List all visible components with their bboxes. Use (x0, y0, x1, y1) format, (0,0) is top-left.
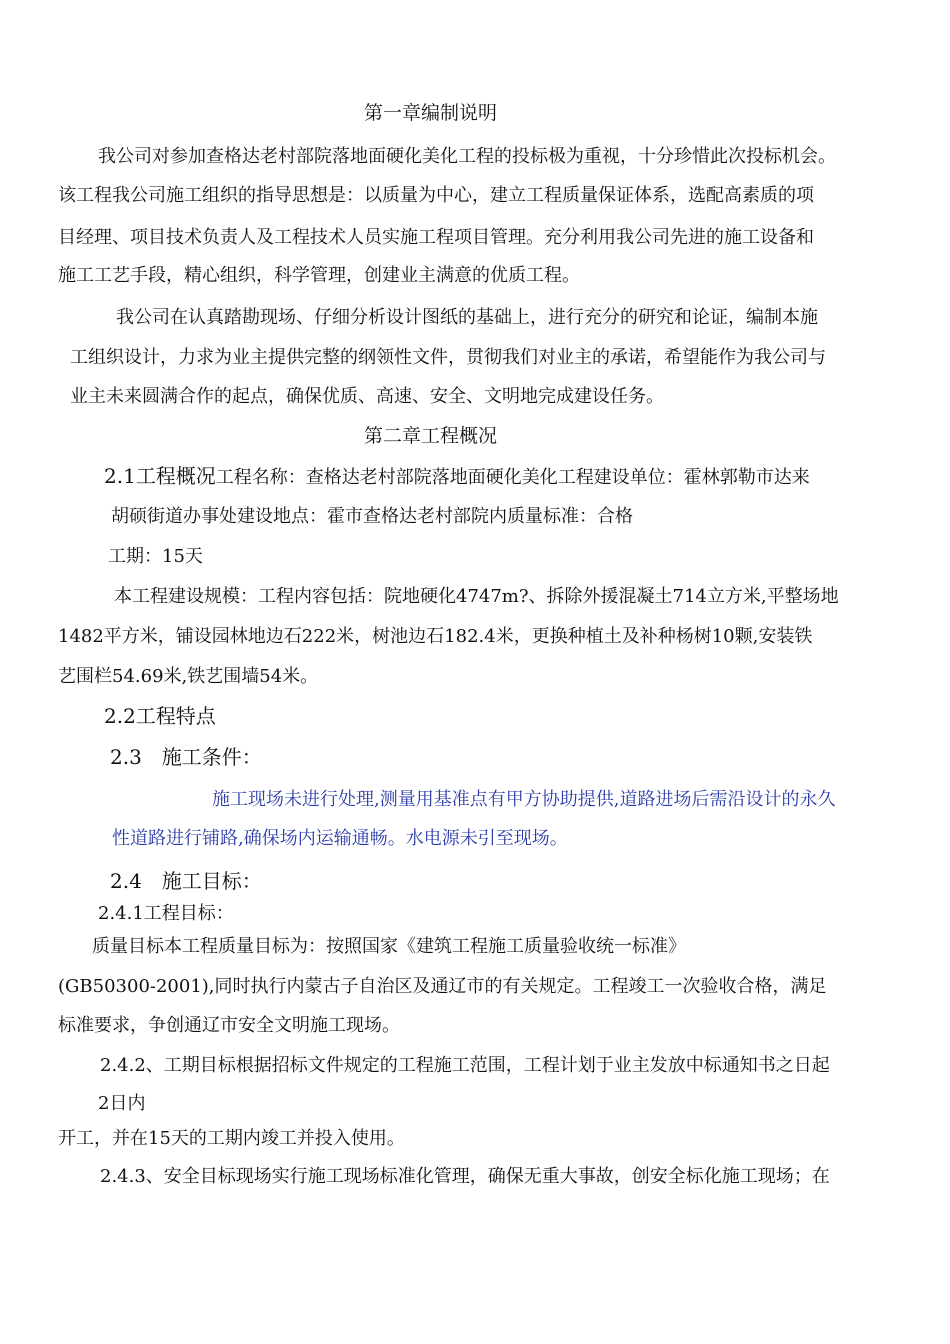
chapter-1-title: 第一章编制说明 (364, 102, 498, 124)
paragraph-line: 施工工艺手段，精心组织，科学管理，创建业主满意的优质工程。 (58, 265, 580, 286)
conditions-line: 性道路进行铺路,确保场内运输通畅。水电源未引至现场。 (112, 828, 568, 849)
construction-period: 工期：15天 (108, 546, 203, 567)
paragraph-line: 质量目标本工程质量目标为：按照国家《建筑工程施工质量验收统一标准》 (92, 936, 686, 957)
paragraph-line: 该工程我公司施工组织的指导思想是：以质量为中心，建立工程质量保证体系，选配高素质的项 (58, 185, 814, 206)
paragraph-line: 艺围栏54.69米,铁艺围墙54米。 (58, 666, 319, 687)
section-2-1-line (104, 464, 810, 490)
paragraph-line: 工组织设计，力求为业主提供完整的纲领性文件，贯彻我们对业主的承诺，希望能作为我公司与 (70, 347, 826, 368)
conditions-line: 施工现场未进行处理,测量用基准点有甲方协助提供,道路进场后需沿设计的永久 (212, 789, 836, 810)
chapter-2-title: 第二章工程概况 (364, 425, 498, 447)
paragraph-line: 2.4.3、安全目标现场实行施工现场标准化管理，确保无重大事故，创安全标化施工现场；在 (100, 1166, 830, 1187)
section-2-4-1-heading: 2.4.1工程目标： (98, 903, 234, 924)
paragraph-line: 业主未来圆满合作的起点，确保优质、高速、安全、文明地完成建设任务。 (70, 386, 664, 407)
paragraph-line: 2日内 (98, 1093, 146, 1114)
paragraph-line: 本工程建设规模：工程内容包括：院地硬化4747m?、拆除外援混凝土714立方米,平整场地 (114, 586, 839, 607)
section-2-3-heading: 2.3 施工条件： (110, 745, 262, 769)
paragraph-line: 开工，并在15天的工期内竣工并投入使用。 (58, 1128, 405, 1149)
paragraph-line: 标准要求，争创通辽市安全文明施工现场。 (58, 1015, 400, 1036)
paragraph-line: 目经理、项目技术负责人及工程技术人员实施工程项目管理。充分利用我公司先进的施工设备和 (58, 227, 814, 248)
paragraph-line: 我公司对参加查格达老村部院落地面硬化美化工程的投标极为重视，十分珍惜此次投标机会。 (98, 146, 836, 167)
section-2-2-heading: 2.2工程特点 (104, 704, 216, 728)
paragraph-line: 2.4.2、工期目标根据招标文件规定的工程施工范围，工程计划于业主发放中标通知书之日起 (100, 1055, 830, 1076)
section-2-1-heading: 工程概况 (135, 464, 216, 488)
section-2-1-text: 工程名称：查格达老村部院落地面硬化美化工程建设单位：霍林郭勒市达来 (215, 467, 810, 488)
section-2-1-number: 2.1 (104, 464, 136, 488)
paragraph-line: 我公司在认真踏勘现场、仔细分析设计图纸的基础上，进行充分的研究和论证，编制本施 (116, 307, 818, 328)
paragraph-line: 1482平方米，铺设园林地边石222米，树池边石182.4米，更换种植土及补种杨树10颗,安装铁 (58, 626, 813, 647)
section-2-4-heading: 2.4 施工目标： (110, 869, 262, 893)
paragraph-line: 胡硕街道办事处建设地点：霍市查格达老村部院内质量标准：合格 (111, 506, 633, 527)
paragraph-line: (GB50300-2001),同时执行内蒙古子自治区及通辽市的有关规定。工程竣工一次验收合格，满足 (58, 976, 827, 997)
